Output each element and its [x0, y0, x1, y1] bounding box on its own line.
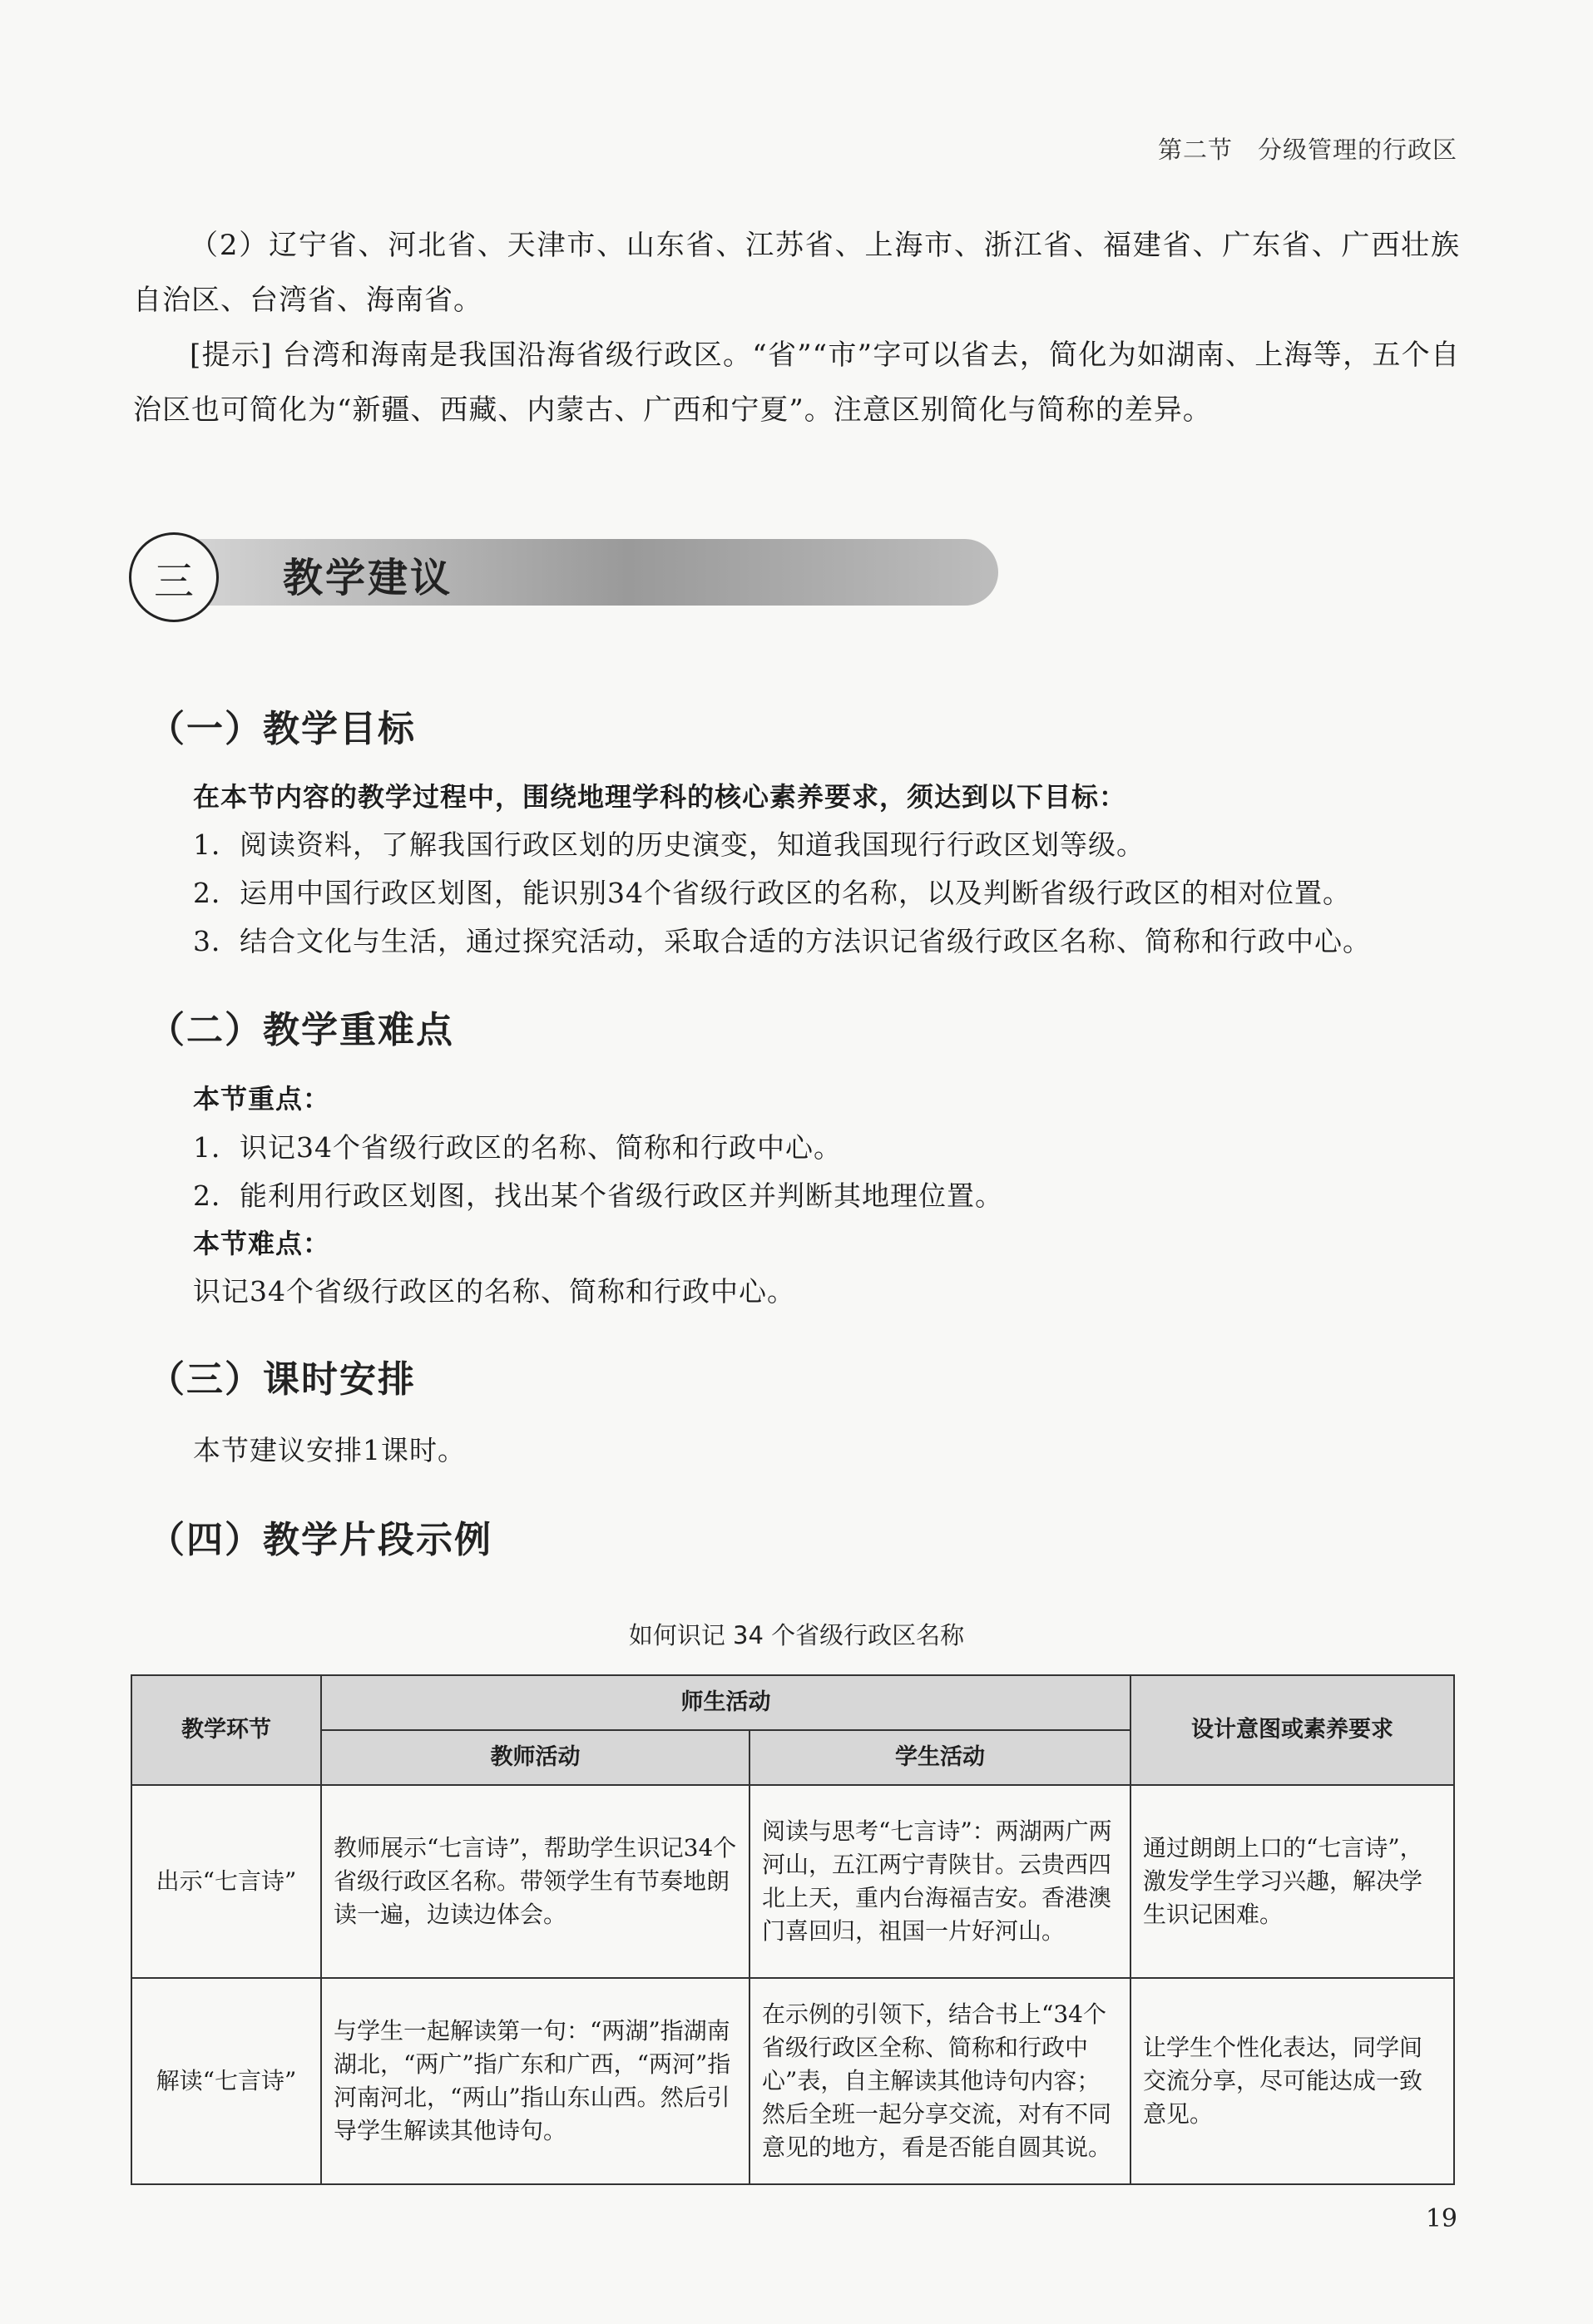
header-teacher: 教师活动	[321, 1730, 750, 1785]
header-stage: 教学环节	[131, 1675, 321, 1785]
goals-lead: 在本节内容的教学过程中，围绕地理学科的核心素养要求，须达到以下目标：	[193, 781, 1127, 813]
key-label: 本节重点：	[193, 1083, 331, 1115]
heading-example: （四）教学片段示例	[148, 1519, 492, 1561]
key-item: 2．能利用行政区划图，找出某个省级行政区并判断其地理位置。	[193, 1179, 1003, 1212]
intro-paragraph-provinces: （2）辽宁省、河北省、天津市、山东省、江苏省、上海市、浙江省、福建省、广东省、广西壮族自治区、台湾省、海南省。	[133, 229, 1460, 317]
heading-goals: （一）教学目标	[148, 708, 416, 750]
header-activity: 师生活动	[321, 1675, 1130, 1730]
header-intent: 设计意图或素养要求	[1130, 1675, 1454, 1785]
cell-intent: 通过朗朗上口的“七言诗”，激发学生学习兴趣，解决学生识记困难。	[1130, 1785, 1454, 1978]
goal-item: 2．运用中国行政区划图，能识别34个省级行政区的名称，以及判断省级行政区的相对位置。	[193, 877, 1351, 909]
table-row	[131, 1978, 1454, 2184]
heading-focus: （二）教学重难点	[148, 1009, 454, 1051]
section-title: 教学建议	[283, 555, 453, 601]
difficult-text: 识记34个省级行政区的名称、简称和行政中心。	[193, 1275, 795, 1308]
cell-student: 阅读与思考“七言诗”：两湖两广两河山，五江两宁青陕甘。云贵西四北上天，重内台海福吉安。香港澳门喜回归，祖国一片好河山。	[750, 1785, 1130, 1978]
heading-schedule: （三）课时安排	[148, 1358, 416, 1401]
key-item: 1．识记34个省级行政区的名称、简称和行政中心。	[193, 1131, 842, 1164]
section-number: 三	[129, 532, 219, 622]
cell-teacher: 与学生一起解读第一句：“两湖”指湖南湖北，“两广”指广东和广西，“两河”指河南河北，“两山”指山东山西。然后引导学生解读其他诗句。	[321, 1978, 750, 2184]
cell-teacher: 教师展示“七言诗”，帮助学生识记34个省级行政区名称。带领学生有节奏地朗读一遍，边读边体会。	[321, 1785, 750, 1978]
intro-paragraph-hint: [提示] 台湾和海南是我国沿海省级行政区。“省”“市”字可以省去，简化为如湖南、上海等，五个自治区也可简化为“新疆、西藏、内蒙古、广西和宁夏”。注意区别简化与简称的差异。	[133, 339, 1460, 427]
goal-item: 3．结合文化与生活，通过探究活动，采取合适的方法识记省级行政区名称、简称和行政中心。	[193, 925, 1371, 957]
header-student: 学生活动	[750, 1730, 1130, 1785]
cell-stage: 出示“七言诗”	[131, 1785, 321, 1978]
goal-item: 1．阅读资料，了解我国行政区划的历史演变，知道我国现行行政区划等级。	[193, 828, 1145, 861]
cell-student: 在示例的引领下，结合书上“34个省级行政区全称、简称和行政中心”表，自主解读其他诗句内容；然后全班一起分享交流，对有不同意见的地方，看是否能自圆其说。	[750, 1978, 1130, 2184]
section-banner	[129, 532, 1002, 624]
table-row	[131, 1785, 1454, 1978]
lesson-table	[131, 1674, 1455, 2185]
schedule-text: 本节建议安排1课时。	[193, 1434, 466, 1466]
page-number: 19	[1425, 2204, 1457, 2233]
difficult-label: 本节难点：	[193, 1228, 331, 1259]
table-header-row	[131, 1675, 1454, 1730]
table-caption: 如何识记 34 个省级行政区名称	[628, 1621, 965, 1649]
cell-intent: 让学生个性化表达，同学间交流分享，尽可能达成一致意见。	[1130, 1978, 1454, 2184]
running-head: 第二节 分级管理的行政区	[1157, 136, 1457, 164]
cell-stage: 解读“七言诗”	[131, 1978, 321, 2184]
